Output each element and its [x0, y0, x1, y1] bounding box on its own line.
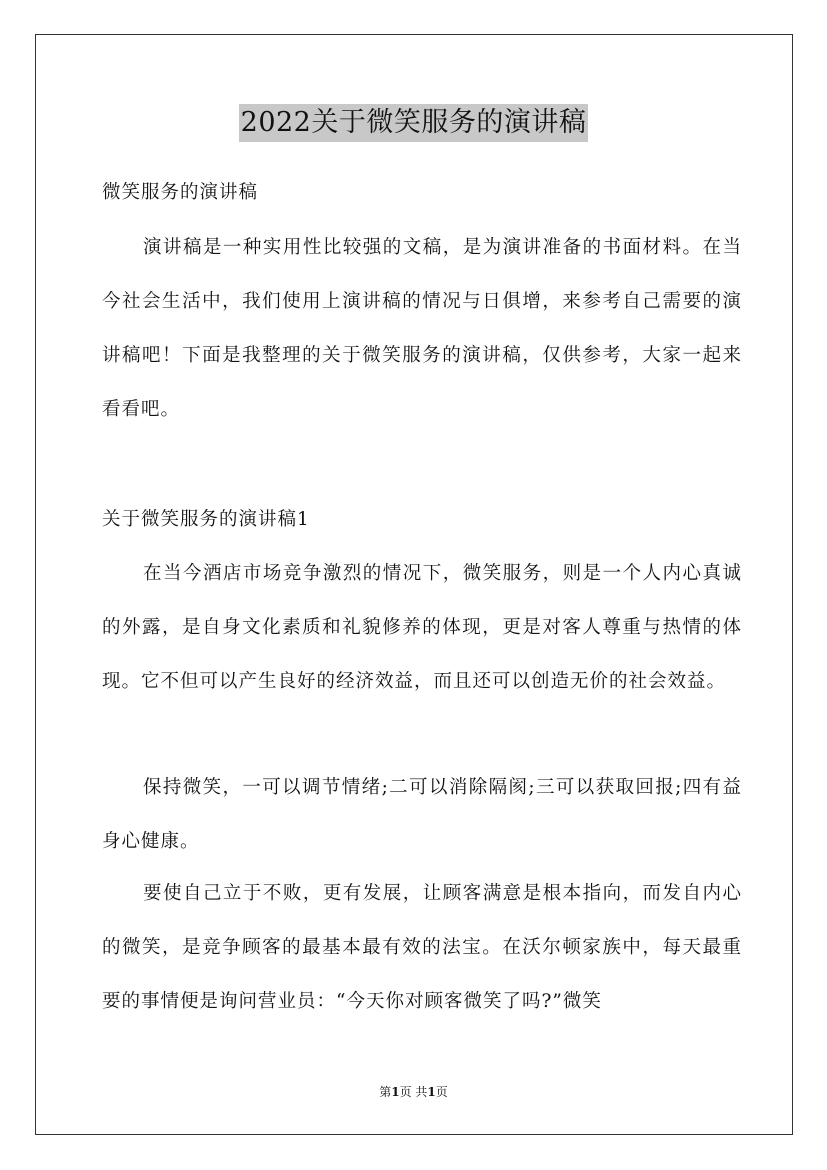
body-paragraph: 在当今酒店市场竞争激烈的情况下，微笑服务，则是一个人内心真诚的外露，是自身文化素质和礼貌修养的体现，更是对客人尊重与热情的体现。它不但可以产生良好的经济效益，而且还可以创造无价的社会效益。: [102, 563, 742, 692]
footer-page-total: 1: [427, 1085, 436, 1099]
body-paragraph: 保持微笑，一可以调节情绪;二可以消除隔阂;三可以获取回报;四有益身心健康。: [102, 777, 742, 852]
page-footer: [0, 1084, 827, 1100]
body-paragraph: 要使自己立于不败，更有发展，让顾客满意是根本指向，而发自内心的微笑，是竞争顾客的最基本最有效的法宝。在沃尔顿家族中，每天最重要的事情便是询问营业员：“今天你对顾客微笑了吗?”微笑: [102, 883, 742, 1012]
title-container: [0, 104, 827, 142]
section-heading: 关于微笑服务的演讲稿1: [102, 509, 310, 530]
footer-prefix: 第: [379, 1085, 392, 1099]
document-subtitle: 微笑服务的演讲稿: [102, 182, 259, 203]
footer-suffix: 页: [435, 1085, 448, 1099]
document-title: 2022关于微笑服务的演讲稿: [239, 104, 589, 142]
footer-mid: 页 共: [399, 1085, 428, 1099]
intro-paragraph: 演讲稿是一种实用性比较强的文稿，是为演讲准备的书面材料。在当今社会生活中，我们使用上演讲稿的情况与日俱增，来参考自己需要的演讲稿吧！下面是我整理的关于微笑服务的演讲稿，仅供参考，大家一起来看看吧。: [102, 237, 742, 420]
footer-page-current: 1: [391, 1085, 400, 1099]
